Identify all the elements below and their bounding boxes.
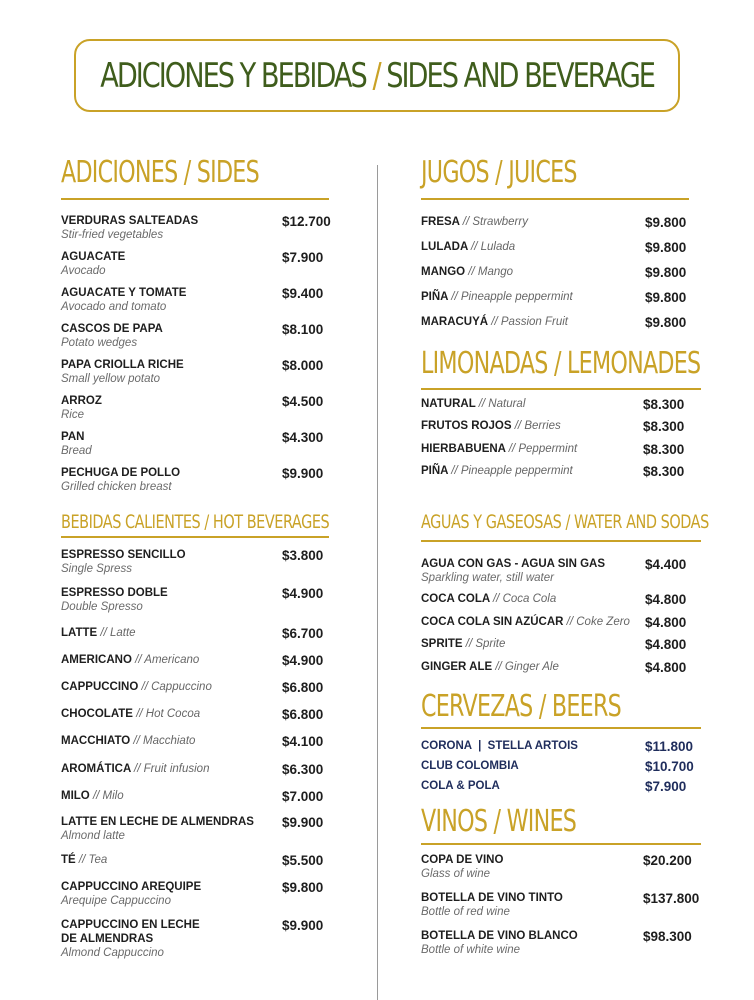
sides-heading: ADICIONES / SIDES <box>61 155 259 190</box>
sides-underline <box>61 198 329 200</box>
item-price: $11.800 <box>645 739 694 754</box>
juices-section <box>421 154 703 334</box>
menu-item <box>61 789 331 803</box>
item-desc: Rice <box>61 409 85 421</box>
menu-item <box>421 637 703 651</box>
item-name: SPRITE // Sprite <box>421 638 506 650</box>
menu-item <box>421 290 703 304</box>
menu-item <box>61 707 331 721</box>
item-price: $5.500 <box>282 853 324 868</box>
menu-item <box>61 653 331 667</box>
item-name: FRUTOS ROJOS // Berries <box>421 420 561 432</box>
wines-section <box>421 803 703 963</box>
item-price: $6.800 <box>282 707 324 722</box>
item-price: $4.100 <box>282 734 324 749</box>
item-price: $9.900 <box>282 466 324 481</box>
beers-heading: CERVEZAS / BEERS <box>421 689 621 724</box>
menu-item <box>421 615 703 629</box>
item-desc: Avocado and tomato <box>61 301 167 313</box>
menu-item <box>61 358 331 386</box>
juices-underline <box>421 198 689 200</box>
item-price: $20.200 <box>643 853 692 868</box>
menu-item <box>61 466 331 494</box>
hot-beverages-heading: BEBIDAS CALIENTES / HOT BEVERAGES <box>61 511 330 533</box>
item-desc: Double Spresso <box>61 601 143 613</box>
item-name: PAN <box>61 431 85 443</box>
menu-item <box>61 322 331 350</box>
column-divider <box>377 165 378 1000</box>
item-price: $9.800 <box>645 315 687 330</box>
menu-item <box>421 215 703 229</box>
item-price: $4.400 <box>645 557 687 572</box>
hot-beverages-section <box>61 510 331 970</box>
item-name: CAPPUCCINO EN LECHE <box>61 919 200 931</box>
wines-heading: VINOS / WINES <box>421 804 577 839</box>
item-name: ARROZ <box>61 395 102 407</box>
lemonades-section <box>421 345 703 485</box>
item-name: COLA & POLA <box>421 780 500 792</box>
item-desc: Avocado <box>61 265 106 277</box>
menu-item <box>421 779 703 793</box>
item-name: VERDURAS SALTEADAS <box>61 215 199 227</box>
item-name: MANGO // Mango <box>421 266 514 278</box>
item-price: $8.300 <box>643 442 685 457</box>
juices-heading: JUGOS / JUICES <box>421 155 577 190</box>
item-name: CORONA | STELLA ARTOIS <box>421 740 578 752</box>
item-name: MARACUYÁ // Passion Fruit <box>421 316 568 328</box>
item-price: $6.800 <box>282 680 324 695</box>
item-name: CAPPUCCINO AREQUIPE <box>61 881 202 893</box>
wines-underline <box>421 843 701 845</box>
item-name: PIÑA // Pineapple peppermint <box>421 291 573 303</box>
item-price: $7.900 <box>645 779 687 794</box>
item-price: $137.800 <box>643 891 700 906</box>
menu-item <box>61 680 331 694</box>
item-name: LATTE EN LECHE DE ALMENDRAS <box>61 816 254 828</box>
item-name: NATURAL // Natural <box>421 398 526 410</box>
item-name: LATTE // Latte <box>61 627 136 639</box>
page-title <box>100 56 654 96</box>
item-name-line2: DE ALMENDRAS <box>61 933 154 945</box>
hot-beverages-underline <box>61 536 329 538</box>
item-price: $8.000 <box>282 358 324 373</box>
item-desc: Potato wedges <box>61 337 138 349</box>
title-banner <box>74 39 680 112</box>
sodas-section <box>421 510 709 680</box>
item-name: COCA COLA SIN AZÚCAR // Coke Zero <box>421 616 630 628</box>
item-price: $9.800 <box>282 880 324 895</box>
menu-item <box>421 592 703 606</box>
menu-item <box>61 853 331 867</box>
menu-item <box>421 853 703 881</box>
item-desc: Bottle of white wine <box>421 944 521 956</box>
menu-item <box>61 548 331 576</box>
title-english: SIDES AND BEVERAGE <box>386 55 654 96</box>
menu-item <box>421 464 703 478</box>
item-name: MILO // Milo <box>61 790 124 802</box>
menu-item <box>61 734 331 748</box>
sodas-heading: AGUAS Y GASEOSAS / WATER AND SODAS <box>421 511 709 533</box>
item-name: AGUACATE Y TOMATE <box>61 287 187 299</box>
menu-item <box>61 286 331 314</box>
item-name: BOTELLA DE VINO TINTO <box>421 892 563 904</box>
item-price: $4.800 <box>645 660 687 675</box>
menu-item <box>61 250 331 278</box>
menu-item <box>421 397 703 411</box>
menu-item <box>61 214 331 242</box>
menu-item <box>61 626 331 640</box>
item-name: MACCHIATO // Macchiato <box>61 735 196 747</box>
item-price: $9.400 <box>282 286 324 301</box>
item-name: ESPRESSO SENCILLO <box>61 549 186 561</box>
item-name: CASCOS DE PAPA <box>61 323 163 335</box>
item-name: PAPA CRIOLLA RICHE <box>61 359 184 371</box>
item-price: $4.800 <box>645 592 687 607</box>
item-desc: Glass of wine <box>421 868 491 880</box>
item-name: CAPPUCCINO // Cappuccino <box>61 681 212 693</box>
sodas-underline <box>421 540 701 542</box>
item-price: $10.700 <box>645 759 694 774</box>
menu-item <box>421 419 703 433</box>
item-desc: Sparkling water, still water <box>421 572 554 584</box>
item-name: PECHUGA DE POLLO <box>61 467 181 479</box>
item-desc: Bread <box>61 445 92 457</box>
beers-underline <box>421 727 701 729</box>
menu-item <box>61 430 331 458</box>
item-desc: Stir-fried vegetables <box>61 229 164 241</box>
item-price: $4.800 <box>645 637 687 652</box>
item-price: $6.300 <box>282 762 324 777</box>
title-separator: / <box>372 55 380 96</box>
item-name: GINGER ALE // Ginger Ale <box>421 661 559 673</box>
item-price: $4.300 <box>282 430 324 445</box>
item-price: $9.800 <box>645 240 687 255</box>
menu-item <box>61 918 331 960</box>
item-price: $4.800 <box>645 615 687 630</box>
item-desc: Almond latte <box>61 830 125 842</box>
item-price: $8.100 <box>282 322 324 337</box>
item-price: $8.300 <box>643 397 685 412</box>
item-desc: Single Spress <box>61 563 132 575</box>
sides-section <box>61 154 331 499</box>
item-name: BOTELLA DE VINO BLANCO <box>421 930 578 942</box>
item-name: AROMÁTICA // Fruit infusion <box>61 763 210 775</box>
item-desc: Almond Cappuccino <box>61 947 164 959</box>
item-price: $3.800 <box>282 548 324 563</box>
menu-item <box>421 739 703 753</box>
menu-item <box>421 240 703 254</box>
item-name: AGUA CON GAS - AGUA SIN GAS <box>421 558 606 570</box>
item-name: AGUACATE <box>61 251 126 263</box>
item-name: CHOCOLATE // Hot Cocoa <box>61 708 201 720</box>
menu-item <box>421 929 703 957</box>
item-price: $4.900 <box>282 653 324 668</box>
beers-section <box>421 688 703 798</box>
item-desc: Bottle of red wine <box>421 906 510 918</box>
item-name: LULADA // Lulada <box>421 241 516 253</box>
item-price: $12.700 <box>282 214 331 229</box>
item-name: TÉ // Tea <box>61 854 108 866</box>
item-price: $6.700 <box>282 626 324 641</box>
menu-item <box>421 315 703 329</box>
item-desc: Small yellow potato <box>61 373 161 385</box>
item-price: $4.900 <box>282 586 324 601</box>
item-price: $9.900 <box>282 815 324 830</box>
lemonades-underline <box>421 388 701 390</box>
item-name: AMERICANO // Americano <box>61 654 200 666</box>
menu-item <box>61 880 331 908</box>
item-desc: Arequipe Cappuccino <box>61 895 171 907</box>
menu-item <box>421 442 703 456</box>
lemonades-heading: LIMONADAS / LEMONADES <box>421 346 701 381</box>
item-price: $9.800 <box>645 215 687 230</box>
item-price: $9.800 <box>645 265 687 280</box>
item-price: $98.300 <box>643 929 692 944</box>
item-price: $4.500 <box>282 394 324 409</box>
menu-item <box>61 762 331 776</box>
menu-item <box>61 394 331 422</box>
menu-item <box>61 586 331 614</box>
menu-item <box>421 660 703 674</box>
item-price: $9.900 <box>282 918 324 933</box>
item-name: HIERBABUENA // Peppermint <box>421 443 578 455</box>
item-price: $7.900 <box>282 250 324 265</box>
item-name: CLUB COLOMBIA <box>421 760 519 772</box>
menu-item <box>61 815 331 843</box>
menu-item <box>421 557 703 585</box>
item-price: $9.800 <box>645 290 687 305</box>
item-price: $8.300 <box>643 464 685 479</box>
item-name: PIÑA // Pineapple peppermint <box>421 465 573 477</box>
item-name: FRESA // Strawberry <box>421 216 528 228</box>
item-price: $8.300 <box>643 419 685 434</box>
item-desc: Grilled chicken breast <box>61 481 172 493</box>
menu-item <box>421 759 703 773</box>
item-name: ESPRESSO DOBLE <box>61 587 168 599</box>
title-spanish: ADICIONES Y BEBIDAS <box>100 55 366 96</box>
menu-item <box>421 891 703 919</box>
item-name: COPA DE VINO <box>421 854 504 866</box>
menu-item <box>421 265 703 279</box>
item-name: COCA COLA // Coca Cola <box>421 593 557 605</box>
item-price: $7.000 <box>282 789 324 804</box>
